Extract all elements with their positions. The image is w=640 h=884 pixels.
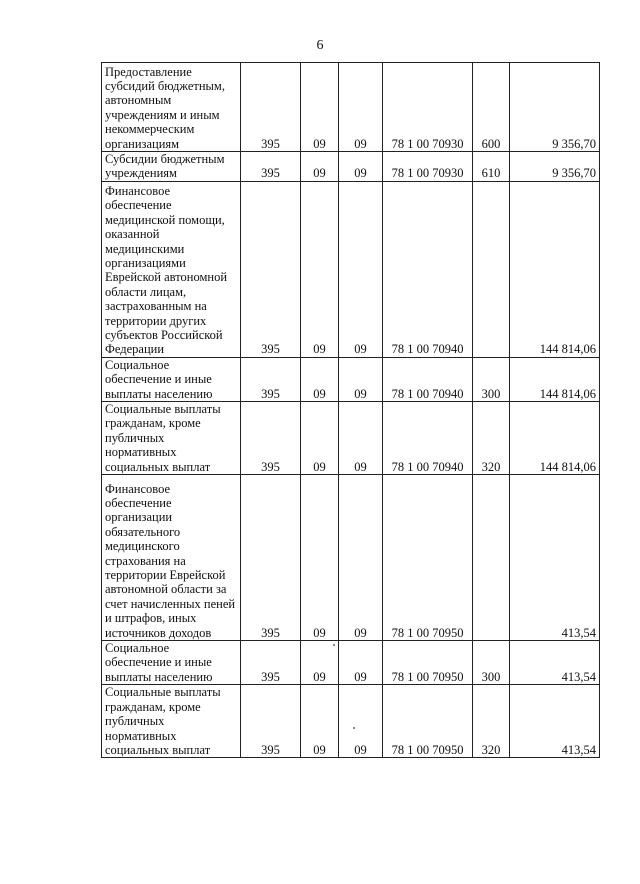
section-code: 09	[301, 641, 339, 685]
section-code: 09	[301, 63, 339, 152]
row-name: Социальные выплаты гражданам, кроме публичных нормативных социальных выплат	[102, 685, 241, 758]
table-row	[102, 402, 600, 475]
ministry-code: 395	[241, 475, 301, 641]
ministry-code: 395	[241, 685, 301, 758]
scan-speck	[333, 644, 335, 646]
ministry-code: 395	[241, 181, 301, 357]
ministry-code: 395	[241, 152, 301, 182]
expense-type-code: 610	[473, 152, 510, 182]
amount: 144 814,06	[510, 357, 600, 401]
section-code: 09	[301, 685, 339, 758]
section-code: 09	[301, 181, 339, 357]
scan-speck	[353, 727, 355, 729]
table-row	[102, 63, 600, 152]
ministry-code: 395	[241, 641, 301, 685]
row-name: Социальные выплаты гражданам, кроме публичных нормативных социальных выплат	[102, 402, 241, 475]
table-row	[102, 685, 600, 758]
row-name: Предоставление субсидий бюджетным, автономным учреждениям и иным некоммерческим организациям	[102, 63, 241, 152]
table-row	[102, 152, 600, 182]
expense-type-code: 320	[473, 402, 510, 475]
subsection-code: 09	[339, 63, 383, 152]
budget-table	[101, 62, 600, 758]
target-article-code: 78 1 00 70940	[383, 357, 473, 401]
table-row	[102, 475, 600, 641]
target-article-code: 78 1 00 70950	[383, 475, 473, 641]
target-article-code: 78 1 00 70950	[383, 685, 473, 758]
amount: 144 814,06	[510, 402, 600, 475]
target-article-code: 78 1 00 70930	[383, 152, 473, 182]
amount: 413,54	[510, 685, 600, 758]
table-row	[102, 641, 600, 685]
amount: 413,54	[510, 641, 600, 685]
amount: 144 814,06	[510, 181, 600, 357]
amount: 413,54	[510, 475, 600, 641]
target-article-code: 78 1 00 70950	[383, 641, 473, 685]
target-article-code: 78 1 00 70930	[383, 63, 473, 152]
row-name: Финансовое обеспечение медицинской помощи, оказанной медицинскими организациями Еврейской автономной области лицам, застрахованным на территории других субъектов Российской Федерации	[102, 181, 241, 357]
subsection-code: 09	[339, 152, 383, 182]
section-code: 09	[301, 152, 339, 182]
table-row	[102, 181, 600, 357]
expense-type-code: 300	[473, 357, 510, 401]
expense-type-code	[473, 181, 510, 357]
subsection-code: 09	[339, 475, 383, 641]
expense-type-code	[473, 475, 510, 641]
subsection-code: 09	[339, 641, 383, 685]
ministry-code: 395	[241, 357, 301, 401]
row-name: Финансовое обеспечение организации обязательного медицинского страхования на территории Еврейской автономной области за счет начисленных пеней и штрафов, иных источников доходов	[102, 475, 241, 641]
amount: 9 356,70	[510, 152, 600, 182]
table-row	[102, 357, 600, 401]
section-code: 09	[301, 402, 339, 475]
section-code: 09	[301, 475, 339, 641]
subsection-code: 09	[339, 685, 383, 758]
subsection-code: 09	[339, 181, 383, 357]
subsection-code: 09	[339, 357, 383, 401]
section-code: 09	[301, 357, 339, 401]
row-name: Социальное обеспечение и иные выплаты населению	[102, 357, 241, 401]
target-article-code: 78 1 00 70940	[383, 402, 473, 475]
row-name: Социальное обеспечение и иные выплаты населению	[102, 641, 241, 685]
expense-type-code: 600	[473, 63, 510, 152]
amount: 9 356,70	[510, 63, 600, 152]
row-name: Субсидии бюджетным учреждениям	[102, 152, 241, 182]
expense-type-code: 300	[473, 641, 510, 685]
ministry-code: 395	[241, 402, 301, 475]
expense-type-code: 320	[473, 685, 510, 758]
target-article-code: 78 1 00 70940	[383, 181, 473, 357]
subsection-code: 09	[339, 402, 383, 475]
page-number: 6	[316, 38, 324, 53]
ministry-code: 395	[241, 63, 301, 152]
